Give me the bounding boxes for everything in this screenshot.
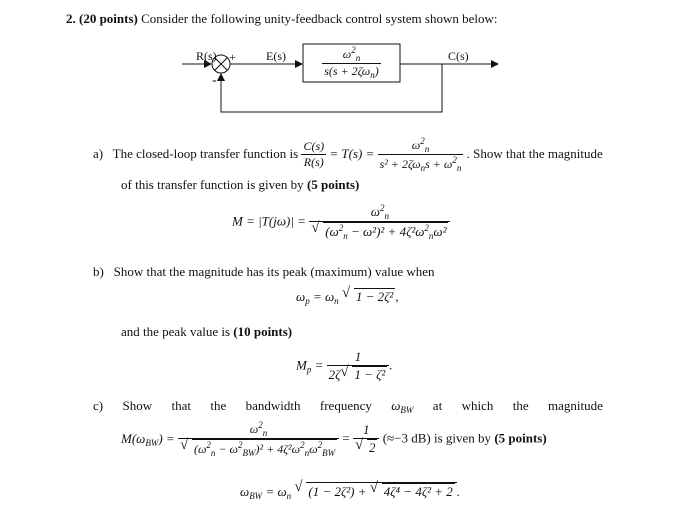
part-c-line1: c) Show that the bandwidth frequency $\omega_{BW}$ at which the magnitude <box>93 398 603 415</box>
part-a-equals: = T(s) = <box>329 146 375 162</box>
part-a-line2 <box>121 177 359 193</box>
part-b-text1: Show that the magnitude has its peak (maximum) value when <box>113 264 435 279</box>
part-a-cr-fraction: $\frac{C(s)}{R(s)}$ <box>303 139 325 170</box>
part-c-label: c) <box>93 398 104 413</box>
part-a-text2: . Show that the magnitude <box>466 146 603 162</box>
part-b-label: b) <box>93 264 104 279</box>
part-b-line2 <box>121 324 292 340</box>
problem-header <box>66 11 497 27</box>
part-c-bandwidth-frequency-equation: $\omega_{BW} = \omega_n$ √ (1 − 2ζ²) + √ 4ζ⁴ − 4ζ² + 2 . <box>240 482 460 501</box>
part-b-peak-value-equation: $M_p$ = $\frac{1}{\text{2ζ√ 1 − ζ²}}$ . <box>296 350 393 383</box>
part-c-bandwidth-equation: $M(\omega_{BW})$ = $\omega^2_n$ √ $(\omega^2_n - \omega^2_{BW})^2 + 4\zeta^2\omega^2_n\omega^2_{BW}$ = 1 √ 2 (≈−3 dB) is given by (5 points) <box>121 420 547 459</box>
plant-transfer-function: $\omega^2_n$ $s(s + 2\zeta\omega_n)$ <box>324 45 379 81</box>
part-b-peak-frequency-equation: $\omega_p = \omega_n$ √ 1 − 2ζ² , <box>296 288 399 306</box>
diagram-plus-sign: + <box>229 50 236 64</box>
part-a-text1: The closed-loop transfer function is <box>112 146 299 162</box>
part-a-line1 <box>93 136 603 174</box>
problem-points: (20 points) <box>79 11 138 26</box>
part-a-tf-fraction: $\omega^2_n$ $s^2 + 2\zeta\omega_ns + \omega^2_n$ <box>379 136 462 174</box>
part-a-points: (5 points) <box>306 177 360 192</box>
part-a-label: a) <box>93 146 104 162</box>
part-b-text2: and the peak value is <box>121 324 231 339</box>
part-a-magnitude-equation: M = |T(jω)| = $\omega^2_n$ √ $(\omega^2_n - \omega^2)^2 + 4\zeta^2\omega^2_n\omega^2$ <box>232 203 450 242</box>
part-c-db-text: (≈−3 dB) is given by <box>382 430 492 446</box>
part-b-points: (10 points) <box>233 324 293 339</box>
part-b-line1 <box>93 264 435 280</box>
diagram-output-label: C(s) <box>448 49 469 63</box>
problem-text: Consider the following unity-feedback control system shown below: <box>141 11 498 26</box>
diagram-error-label: E(s) <box>266 49 286 63</box>
part-a-text3: of this transfer function is given by <box>121 177 304 192</box>
diagram-minus-sign: - <box>212 73 217 88</box>
part-c-points: (5 points) <box>494 430 547 446</box>
diagram-input-label: R(s) <box>196 49 217 63</box>
problem-number: 2. <box>66 11 76 26</box>
